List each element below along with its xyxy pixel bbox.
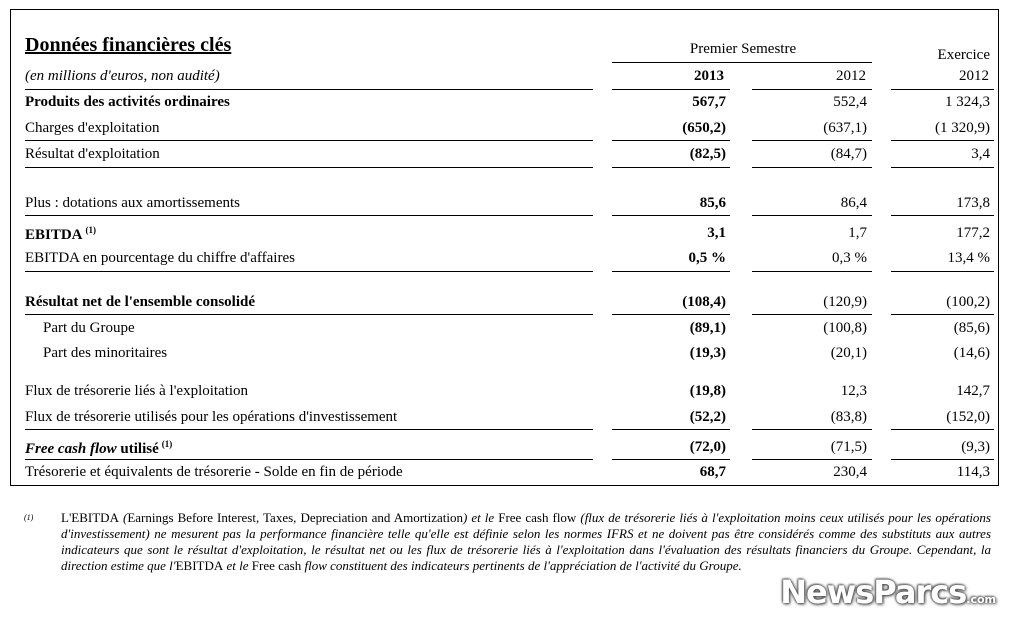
value-2012-semestre: 552,4 <box>833 94 867 110</box>
value-2012-exercice: 13,4 % <box>947 250 990 266</box>
rule <box>612 215 730 216</box>
row-label: Trésorerie et équivalents de trésorerie - Solde en fin de période <box>25 464 403 480</box>
rule <box>25 215 593 216</box>
rule <box>25 167 593 168</box>
header-exercice: Exercice <box>937 47 990 63</box>
header-col-2012-semestre: 2012 <box>836 68 866 84</box>
value-2013: (19,8) <box>689 383 726 399</box>
rule <box>612 459 730 460</box>
rule <box>752 459 872 460</box>
value-2013: 0,5 % <box>688 250 726 266</box>
value-2012-exercice: (14,6) <box>953 345 990 361</box>
rule <box>612 140 730 141</box>
value-2013: (72,0) <box>689 439 726 455</box>
value-2013: (108,4) <box>682 294 726 310</box>
rule <box>752 429 872 430</box>
header-col-2013: 2013 <box>694 68 724 84</box>
header-premier-semestre: Premier Semestre <box>689 41 797 57</box>
rule <box>752 215 872 216</box>
value-2013: (650,2) <box>682 120 726 136</box>
table-row <box>25 317 995 341</box>
table-row <box>25 342 995 366</box>
row-label: Résultat net de l'ensemble consolidé <box>25 294 255 310</box>
value-2012-semestre: (120,9) <box>823 294 867 310</box>
rule <box>612 314 730 315</box>
value-2012-semestre: 230,4 <box>833 464 867 480</box>
value-2013: 3,1 <box>707 225 726 241</box>
footnote-mark: (1) <box>24 513 34 522</box>
value-2012-exercice: (9,3) <box>961 439 990 455</box>
value-2012-exercice: 142,7 <box>956 383 990 399</box>
table-row <box>25 222 995 246</box>
rule <box>612 429 730 430</box>
table-row <box>25 247 995 271</box>
table-row <box>25 117 995 141</box>
value-2012-semestre: (83,8) <box>830 409 867 425</box>
value-2012-exercice: 1 324,3 <box>945 94 990 110</box>
row-label-ebitda: EBITDA $^{(1)}$ <box>25 225 97 243</box>
newsparcs-watermark: NewsParcs.com <box>780 573 996 611</box>
value-2013: 567,7 <box>692 94 726 110</box>
value-2012-exercice: (85,6) <box>953 320 990 336</box>
rule <box>25 140 593 141</box>
rule <box>891 459 994 460</box>
row-label: Plus : dotations aux amortissements <box>25 195 240 211</box>
rule <box>752 271 872 272</box>
rule <box>612 271 730 272</box>
row-label: Résultat d'exploitation <box>25 146 160 162</box>
rule <box>752 89 872 90</box>
rule <box>25 429 593 430</box>
value-2013: (82,5) <box>689 146 726 162</box>
table-row <box>25 436 995 460</box>
header-col-2012-exercice: 2012 <box>959 68 989 84</box>
rule <box>752 314 872 315</box>
rule <box>891 167 994 168</box>
units-note: (en millions d'euros, non audité) <box>25 68 220 84</box>
rule <box>25 459 593 460</box>
row-label-free-cash-flow: Free cash flow utilisé $^{(1)}$ <box>25 439 173 457</box>
footnote-text: L'EBITDA (Earnings Before Interest, Taxes, Depreciation and Amortization) et le Free cash flow (flux de trésorerie liés à l'exploitation moins ceux utilisés pour les opérations d'investissement) ne mesurent pas la performance financière telle qu'elle est définie selon les normes IFRS et ne doivent pas être considérés comme des substituts aux autres indicateurs que sont le résultat d'exploitation, le résultat net ou les flux de trésorerie liés à l'exploitation dans l'évaluation des résultats financiers du Groupe. Cependant, la direction estime que l'EBITDA et le Free cash flow constituent des indicateurs pertinents de l'appréciation de l'activité du Groupe. <box>61 510 991 573</box>
row-label: Charges d'exploitation <box>25 120 160 136</box>
rule <box>25 314 593 315</box>
value-2012-exercice: (100,2) <box>946 294 990 310</box>
row-label: Part du Groupe <box>43 320 135 336</box>
value-2012-semestre: (100,8) <box>823 320 867 336</box>
value-2012-exercice: (1 320,9) <box>935 120 990 136</box>
rule <box>891 140 994 141</box>
rule <box>612 167 730 168</box>
value-2012-semestre: 12,3 <box>840 383 867 399</box>
value-2012-semestre: 86,4 <box>840 195 867 211</box>
rule <box>752 140 872 141</box>
value-2012-exercice: 177,2 <box>956 225 990 241</box>
rule <box>25 89 593 90</box>
row-label: Part des minoritaires <box>43 345 168 361</box>
table-row <box>25 143 995 167</box>
rule <box>891 271 994 272</box>
table-row <box>25 461 995 485</box>
value-2012-exercice: (152,0) <box>946 409 990 425</box>
value-2012-exercice: 114,3 <box>956 464 990 480</box>
row-label: EBITDA en pourcentage du chiffre d'affaires <box>25 250 295 266</box>
value-2012-exercice: 3,4 <box>971 146 990 162</box>
value-2012-semestre: (637,1) <box>823 120 867 136</box>
rule <box>752 167 872 168</box>
value-2013: 85,6 <box>699 195 726 211</box>
row-label: Flux de trésorerie utilisés pour les opérations d'investissement <box>25 409 398 425</box>
value-2012-semestre: (20,1) <box>830 345 867 361</box>
table-row <box>25 192 995 216</box>
table-row <box>25 406 995 430</box>
value-2013: (89,1) <box>689 320 726 336</box>
rule <box>891 314 994 315</box>
rule <box>891 215 994 216</box>
row-label: Flux de trésorerie liés à l'exploitation <box>25 383 249 399</box>
rule <box>891 429 994 430</box>
value-2012-exercice: 173,8 <box>956 195 990 211</box>
rule <box>891 89 994 90</box>
row-label: Produits des activités ordinaires <box>25 94 230 110</box>
table-row <box>25 380 995 404</box>
value-2012-semestre: 0,3 % <box>832 250 867 266</box>
header-underline <box>612 62 872 63</box>
rule <box>612 89 730 90</box>
page-title: Données financières clés <box>25 34 232 56</box>
rule <box>25 271 593 272</box>
value-2013: (52,2) <box>689 409 726 425</box>
value-2012-semestre: 1,7 <box>848 225 867 241</box>
value-2013: (19,3) <box>689 345 726 361</box>
table-row <box>25 91 995 115</box>
table-row <box>25 291 995 315</box>
value-2013: 68,7 <box>699 464 726 480</box>
value-2012-semestre: (84,7) <box>830 146 867 162</box>
value-2012-semestre: (71,5) <box>830 439 867 455</box>
